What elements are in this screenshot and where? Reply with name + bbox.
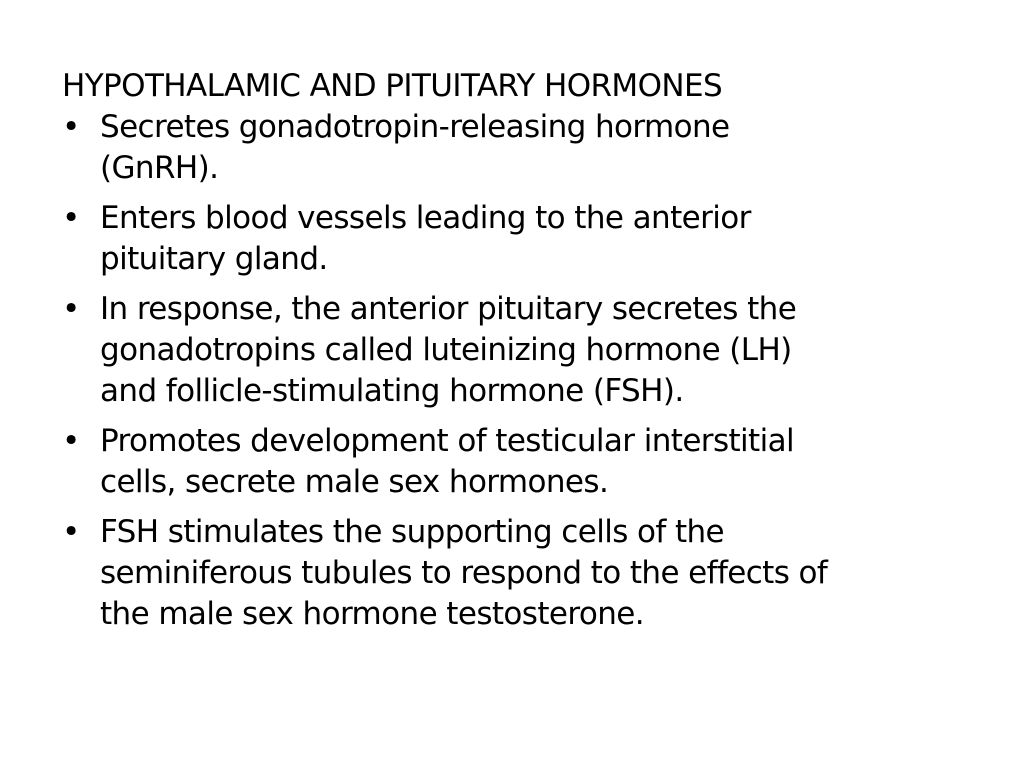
bullet-text xyxy=(100,198,962,280)
bullet-line: In response, the anterior pituitary secretes the xyxy=(100,291,797,327)
bullet-text xyxy=(100,289,962,412)
bullet-text xyxy=(100,107,962,189)
bullet-item xyxy=(62,421,962,503)
bullet-list xyxy=(62,107,962,635)
bullet-line: gonadotropins called luteinizing hormone (LH) xyxy=(100,332,792,368)
bullet-icon: • xyxy=(62,291,80,327)
slide-heading: HYPOTHALAMIC AND PITUITARY HORMONES xyxy=(62,68,723,104)
bullet-line: the male sex hormone testosterone. xyxy=(100,596,644,632)
bullet-line: (GnRH). xyxy=(100,150,219,186)
slide-content xyxy=(62,66,962,635)
bullet-item xyxy=(62,512,962,635)
bullet-item xyxy=(62,289,962,412)
bullet-line: pituitary gland. xyxy=(100,241,328,277)
bullet-icon: • xyxy=(62,423,80,459)
bullet-item xyxy=(62,198,962,280)
bullet-item xyxy=(62,107,962,189)
bullet-line: FSH stimulates the supporting cells of the xyxy=(100,514,725,550)
bullet-line: Promotes development of testicular interstitial xyxy=(100,423,795,459)
bullet-line: Enters blood vessels leading to the anterior xyxy=(100,200,751,236)
bullet-text xyxy=(100,421,962,503)
bullet-line: Secretes gonadotropin-releasing hormone xyxy=(100,109,730,145)
bullet-line: cells, secrete male sex hormones. xyxy=(100,464,609,500)
bullet-icon: • xyxy=(62,109,80,145)
bullet-text xyxy=(100,512,962,635)
bullet-line: seminiferous tubules to respond to the effects of xyxy=(100,555,828,591)
bullet-icon: • xyxy=(62,200,80,236)
bullet-icon: • xyxy=(62,514,80,550)
bullet-line: and follicle-stimulating hormone (FSH). xyxy=(100,373,684,409)
